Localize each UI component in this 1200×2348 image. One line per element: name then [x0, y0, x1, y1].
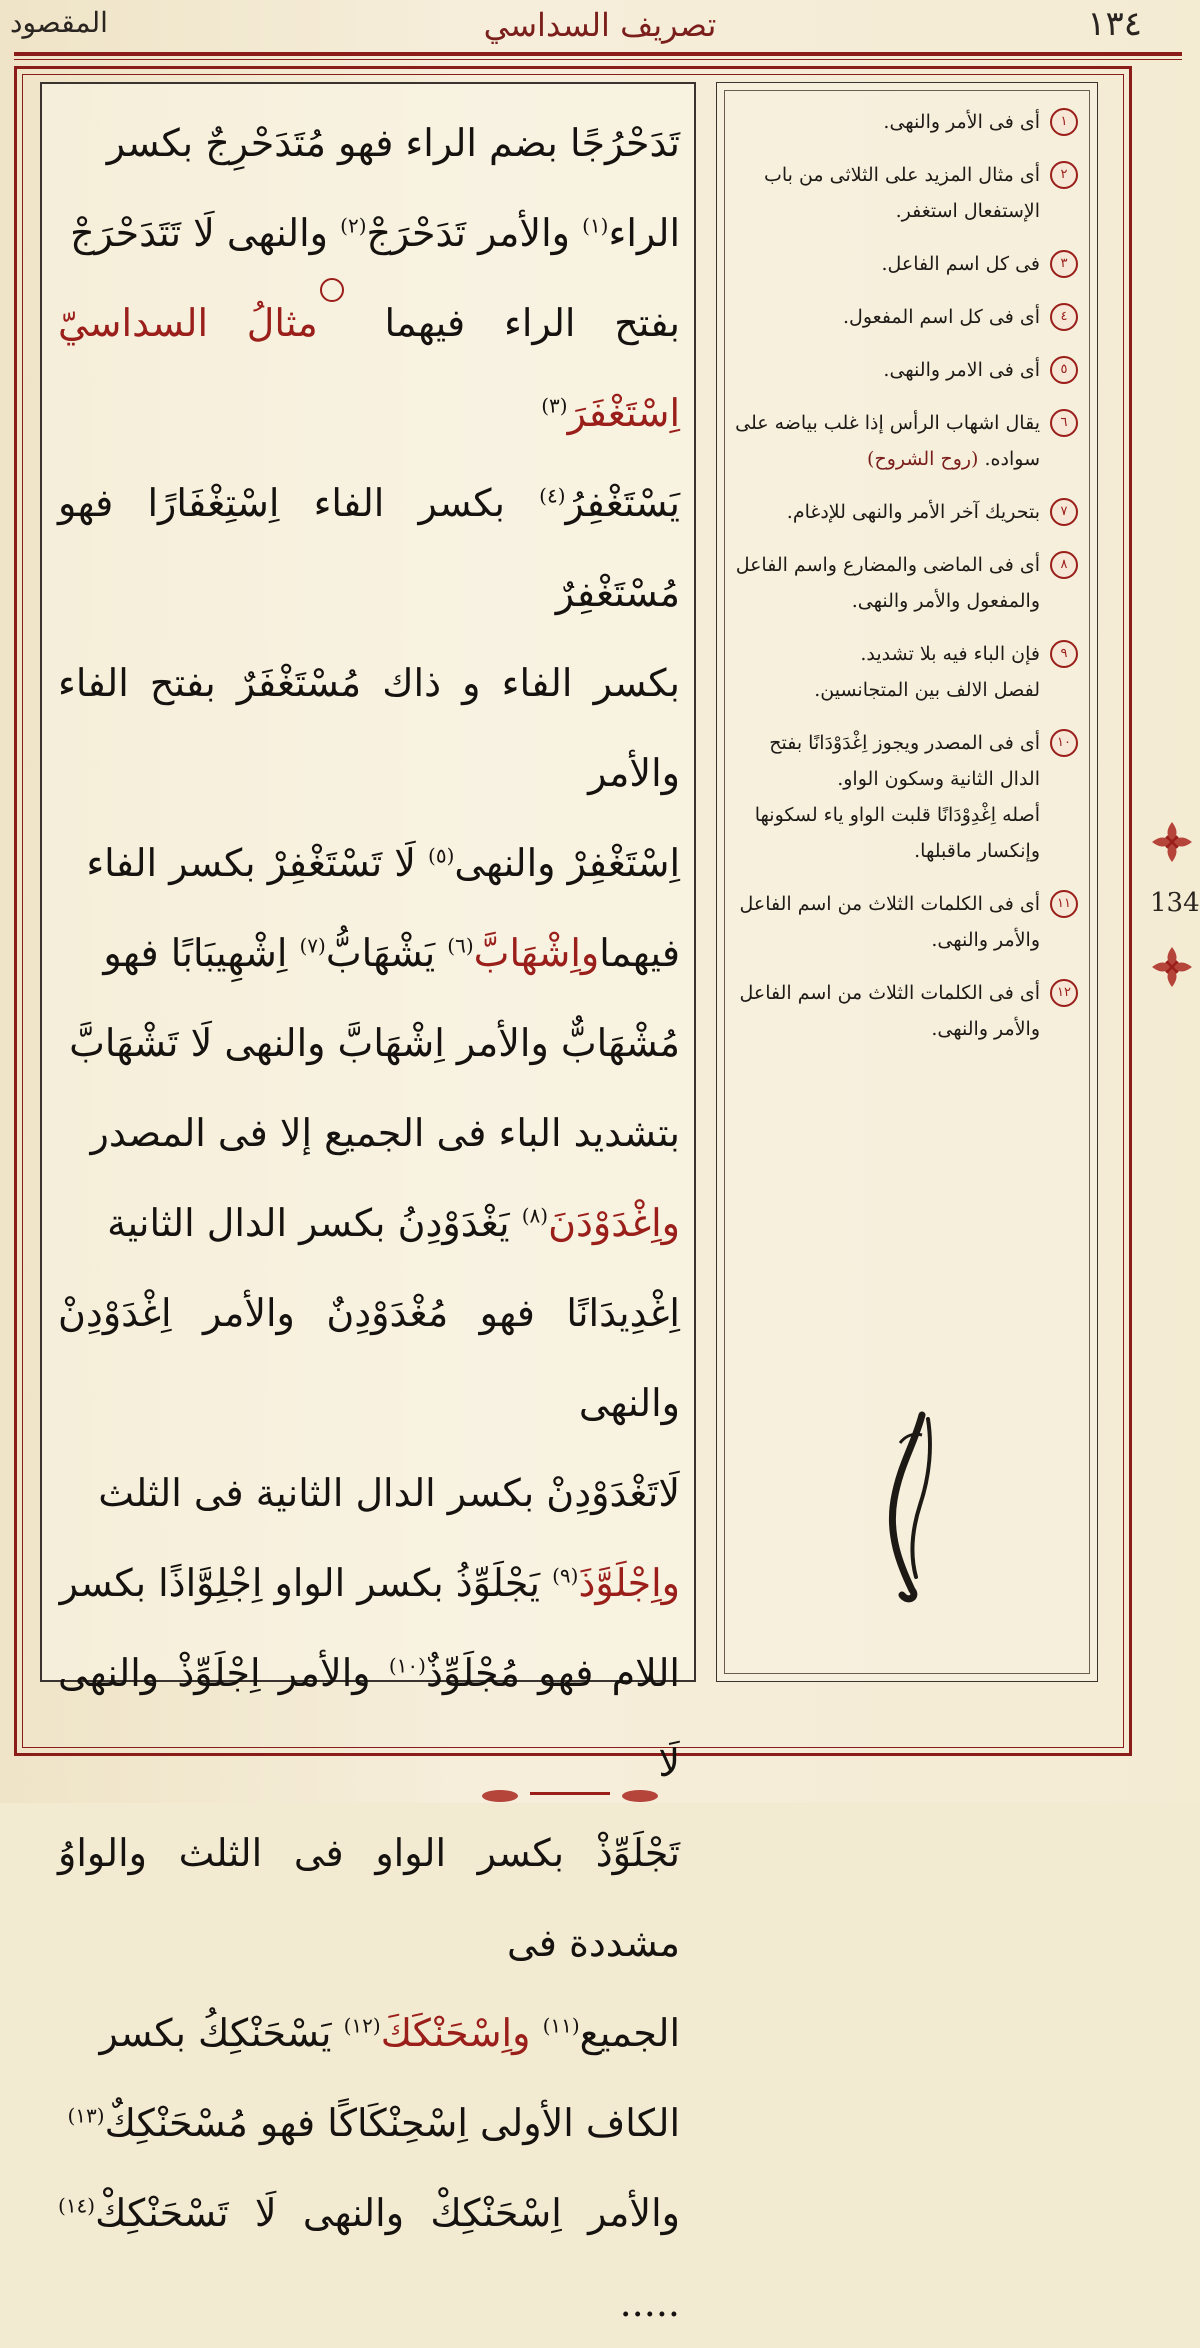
calligraphy-ornament-icon [870, 1405, 950, 1605]
text-line: الراء$^{(١)}$ والأمر تَدَحْرَجْ$^{(٢)}$ والنهى لَا تَتَدَحْرَجْ [70, 211, 680, 255]
footnote-item: ١ أى فى الأمر والنهى. [732, 104, 1078, 140]
footnote-number-badge: ٥ [1050, 356, 1078, 384]
footnote-number-badge: ١ [1050, 108, 1078, 136]
footnote-number-badge: ٤ [1050, 303, 1078, 331]
footnote-source: (روح الشروح) [867, 448, 979, 470]
margin-page-number: 134 [1150, 888, 1200, 918]
footnote-item: ٤ أى فى كل اسم المفعول. [732, 299, 1078, 335]
footnote-item: ٩ فإن الباء فيه بلا تشديد. لفصل الالف بين المتجانسين. [732, 636, 1078, 708]
text-line: اِغْدِيدَانًا فهو مُغْدَوْدِنٌ والأمر اِغْدَوْدِنْ والنهى [58, 1291, 680, 1425]
text-line: فيهماواِشْهَابَّ$^{(٦)}$ يَشْهَابُّ$^{(٧)}$ اِشْهِيبَابًا فهو [103, 931, 680, 975]
footnote-number-badge: ٦ [1050, 409, 1078, 437]
bottom-ornament-icon [470, 1780, 670, 1802]
text-line: بفتح الراء فيهما مثالُ السداسيّ اِسْتَغْفَرَ$^{(٣)}$ [58, 278, 680, 458]
floral-ornament-icon [1150, 945, 1194, 989]
footnote-item: ٣ فى كل اسم الفاعل. [732, 246, 1078, 282]
example-word: مثالُ السداسيّ اِسْتَغْفَرَ [58, 301, 680, 435]
text-line: يَسْتَغْفِرُ$^{(٤)}$ بكسر الفاء اِسْتِغْفَارًا فهو مُسْتَغْفِرٌ [58, 481, 680, 615]
book-name: المقصود [10, 6, 108, 39]
footnote-number-badge: ٣ [1050, 250, 1078, 278]
text-line: لَاتَغْدَوْدِنْ بكسر الدال الثانية فى الثلث [98, 1471, 680, 1515]
example-word: واِغْدَوْدَنَ [548, 1201, 680, 1245]
footnote-item: ٢ أى مثال المزيد على الثلاثى من باب الإستفعال استغفر. [732, 157, 1078, 229]
footnote-item: ٧ بتحريك آخر الأمر والنهى للإدغام. [732, 494, 1078, 530]
footnote-number-badge: ١٠ [1050, 729, 1078, 757]
text-line: تَجْلَوِّذْ بكسر الواو فى الثلث والواوُ مشددة فى [58, 1831, 680, 1965]
footnote-number-badge: ٢ [1050, 161, 1078, 189]
example-word: واِشْهَابَّ [473, 931, 600, 975]
footnote-number-badge: ٨ [1050, 551, 1078, 579]
text-line: واِغْدَوْدَنَ$^{(٨)}$ يَغْدَوْدِنُ بكسر الدال الثانية [107, 1201, 680, 1245]
marker-circle [320, 278, 344, 302]
text-line: تَدَحْرُجًا بضم الراء فهو مُتَدَحْرِجٌ بكسر [106, 121, 680, 165]
text-line: الكاف الأولى اِسْحِنْكَاكًا فهو مُسْحَنْكِكٌ$^{(١٣)}$ [67, 2101, 680, 2145]
text-line: الجميع$^{(١١)}$ واِسْحَنْكَكَ$^{(١٢)}$ يَسْحَنْكِكُ بكسر [99, 2011, 680, 2055]
chapter-title: تصريف السداسي [483, 6, 717, 44]
text-line: واِجْلَوَّذَ$^{(٩)}$ يَجْلَوِّذُ بكسر الواو اِجْلِوَّاذًا بكسر [59, 1561, 680, 1605]
page-header [0, 0, 1200, 54]
footnote-item: ٥ أى فى الامر والنهى. [732, 352, 1078, 388]
footnote-number-badge: ٩ [1050, 640, 1078, 668]
header-rule [14, 52, 1182, 56]
text-line: بكسر الفاء و ذاك مُسْتَغْفَرٌ بفتح الفاء والأمر [58, 661, 680, 795]
text-line: اِسْتَغْفِرْ والنهى$^{(٥)}$ لَا تَسْتَغْفِرْ بكسر الفاء [86, 841, 680, 885]
footnote-item: ١١ أى فى الكلمات الثلاث من اسم الفاعل والأمر والنهى. [732, 886, 1078, 958]
footnote-number-badge: ١١ [1050, 890, 1078, 918]
footnote-item: ٦ يقال اشهاب الرأس إذا غلب بياضه على سواده. (روح الشروح) [732, 405, 1078, 477]
main-text [58, 98, 680, 2348]
footnote-item: ١٠ أى فى المصدر ويجوز اِغْدَوْدَانًا بفتح الدال الثانية وسكون الواو. أصله اِغْدِوْدَانًا قلبت الواو ياء لسكونها وإنكسار ماقبلها. [732, 725, 1078, 869]
footnote-item: ١٢ أى فى الكلمات الثلاث من اسم الفاعل والأمر والنهى. [732, 975, 1078, 1047]
text-line: اللام فهو مُجْلَوِّذٌ$^{(١٠)}$ والأمر اِجْلَوِّذْ والنهى لَا [58, 1651, 680, 1785]
page-number: ١٣٤ [1087, 4, 1142, 44]
header-rule-thin [14, 59, 1182, 60]
text-line: والأمر اِسْحَنْكِكْ والنهى لَا تَسْحَنْكِكْ$^{(١٤)}$ ..... [58, 2191, 680, 2325]
example-word: واِجْلَوَّذَ [578, 1561, 680, 1605]
footnote-number-badge: ١٢ [1050, 979, 1078, 1007]
example-word: واِسْحَنْكَكَ [380, 2011, 531, 2055]
text-line: مُشْهَابٌّ والأمر اِشْهَابَّ والنهى لَا تَشْهَابَّ [69, 1021, 680, 1065]
floral-ornament-icon [1150, 820, 1194, 864]
footnotes-list [732, 104, 1078, 1064]
footnote-number-badge: ٧ [1050, 498, 1078, 526]
footnote-item: ٨ أى فى الماضى والمضارع واسم الفاعل والمفعول والأمر والنهى. [732, 547, 1078, 619]
text-line: بتشديد الباء فى الجميع إلا فى المصدر [90, 1111, 680, 1155]
